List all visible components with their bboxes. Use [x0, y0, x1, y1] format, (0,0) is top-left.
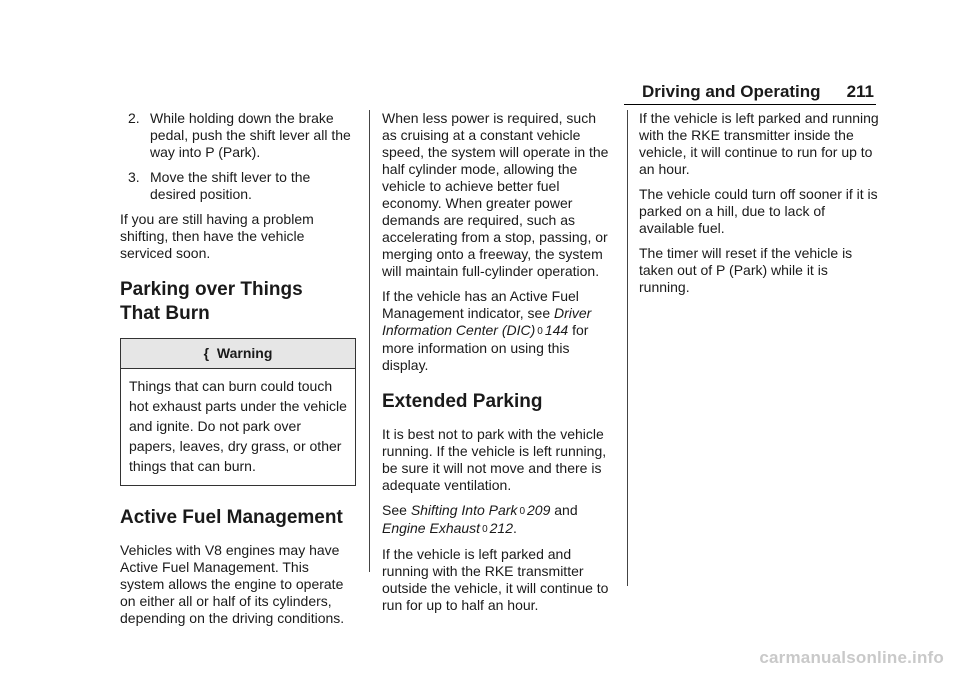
afm-modes-paragraph: When less power is required, such as cruising at a constant vehicle speed, the system will operate in the half cylinder mode, allowing the vehicle to achieve better fuel economy. When greater power demands are required, such as accelerating from a stop, passing, or merging onto a freeway, the system will maintain full-cylinder operation. — [382, 110, 609, 279]
engine-exhaust-link[interactable]: Engine Exhaust — [382, 520, 481, 536]
section-title: Driving and Operating — [642, 82, 821, 101]
page-header — [642, 82, 874, 102]
page-number: 211 — [846, 82, 874, 101]
warning-title: Warning — [216, 345, 273, 361]
page-ref-icon: 0 — [537, 326, 543, 337]
afm-indicator-paragraph: If the vehicle has an Active Fuel Management indicator, see Driver Information Center (DIC) 0 144 for more information on using this display. — [382, 288, 592, 373]
hill-paragraph: The vehicle could turn off sooner if it is parked on a hill, due to lack of available fuel. — [639, 186, 878, 236]
shifting-into-park-link[interactable]: Shifting Into Park — [410, 502, 518, 518]
page-ref-icon: 0 — [519, 506, 525, 517]
list-text: Move the shift lever to the desired position. — [150, 169, 311, 202]
afm-paragraph: Vehicles with V8 engines may have Active Fuel Management. This system allows the engine to operate on either all or half of its cylinders, depending on the driving conditions. — [120, 542, 345, 626]
column-3 — [639, 110, 879, 304]
list-number: 2. — [128, 110, 140, 126]
page-ref-212[interactable]: 212 — [489, 520, 513, 536]
list-text: While holding down the brake pedal, push the shift lever all the way into P (Park). — [150, 110, 351, 160]
list-item — [120, 169, 356, 203]
rke-outside-paragraph: If the vehicle is left parked and running with the RKE transmitter outside the vehicle, it will continue to run for up to half an hour. — [382, 546, 609, 613]
column-2 — [382, 110, 614, 622]
warning-box — [120, 338, 356, 486]
page-ref-icon: 0 — [482, 524, 488, 535]
header-rule — [624, 104, 876, 105]
dic-link[interactable]: Driver Information Center (DIC) — [382, 305, 592, 338]
warning-header — [121, 339, 355, 369]
column-1 — [120, 110, 356, 635]
see-also-paragraph: See Shifting Into Park 0 209 and Engine Exhaust 0 212. — [382, 502, 578, 536]
timer-paragraph: The timer will reset if the vehicle is taken out of P (Park) while it is running. — [639, 245, 853, 295]
page-ref-144[interactable]: 144 — [544, 322, 569, 338]
column-divider-1 — [369, 110, 370, 572]
column-divider-2 — [627, 110, 628, 586]
watermark: carmanualsonline.info — [759, 648, 944, 667]
warning-icon: { — [203, 345, 210, 361]
rke-inside-paragraph: If the vehicle is left parked and running with the RKE transmitter inside the vehicle, it will continue to run for up to an hour. — [639, 110, 879, 177]
shift-problem-paragraph: If you are still having a problem shifting, then have the vehicle serviced soon. — [120, 211, 314, 261]
heading-extended-parking: Extended Parking — [382, 391, 543, 412]
extended-parking-paragraph: It is best not to park with the vehicle running. If the vehicle is left running, be sure it will not move and there is adequate ventilation. — [382, 426, 607, 493]
page-ref-209[interactable]: 209 — [527, 502, 551, 518]
heading-parking-over-things: Parking over Things That Burn — [120, 279, 303, 324]
heading-active-fuel-management: Active Fuel Management — [120, 507, 343, 528]
warning-body: Things that can burn could touch hot exhaust parts under the vehicle and ignite. Do not park over papers, leaves, dry grass, or other things that can burn. — [129, 378, 347, 474]
list-number: 3. — [128, 169, 140, 185]
list-item — [120, 110, 356, 161]
